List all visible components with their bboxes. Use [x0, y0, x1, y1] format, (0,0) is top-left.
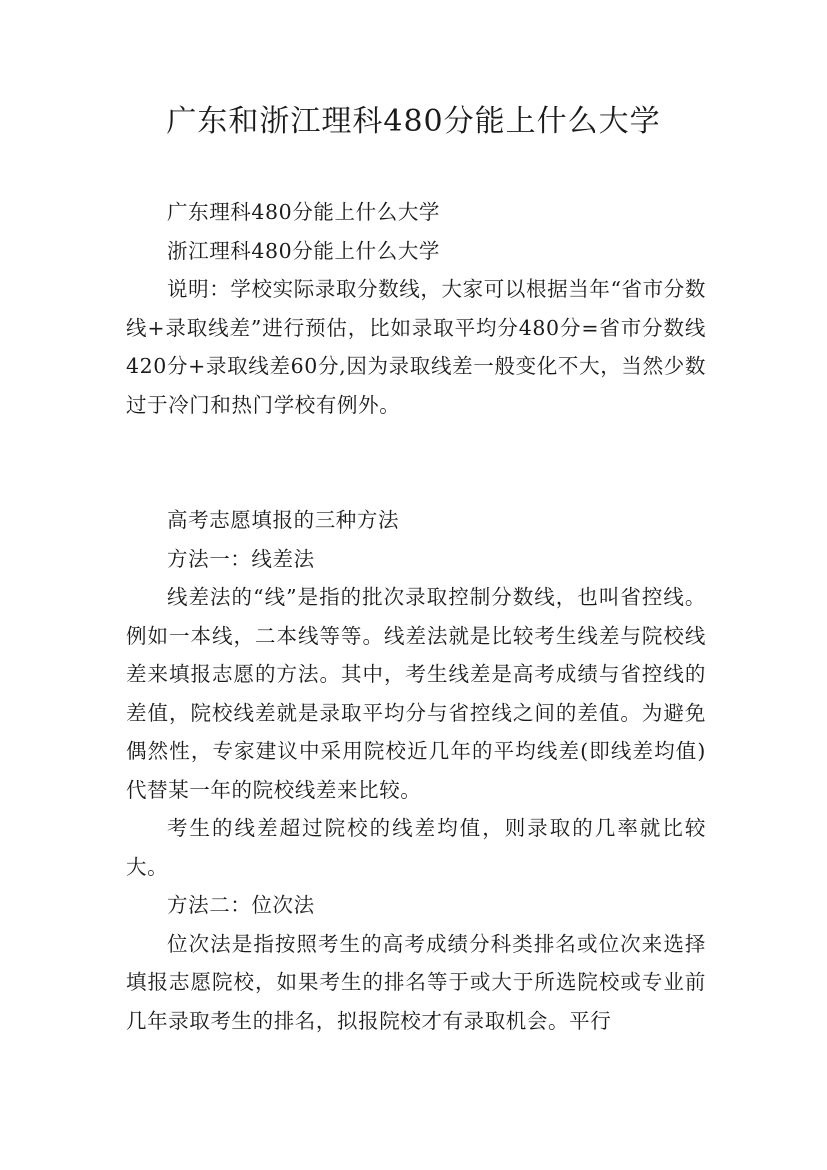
method1-paragraph-2: 考生的线差超过院校的线差均值，则录取的几率就比较大。 — [126, 816, 706, 879]
method1-title: 方法一：线差法 — [167, 546, 315, 571]
method2-paragraph-1: 位次法是指按照考生的高考成绩分科类排名或位次来选择填报志愿院校，如果考生的排名等于或大于所选院校或专业前几年录取考生的排名，拟报院校才有录取机会。平行 — [126, 931, 706, 1033]
method2-title: 方法二：位次法 — [167, 893, 315, 917]
methods-section — [126, 501, 706, 1040]
method1-paragraph-1: 线差法的“线”是指的批次录取控制分数线，也叫省控线。例如一本线，二本线等等。线差法就是比较考生线差与院校线差来填报志愿的方法。其中，考生线差是高考成绩与省控线的差值，院校线差就是录取平均分与省控线之间的差值。为避免偶然性，专家建议中采用院校近几年的平均线差(即线差均值)代替某一年的院校线差来比较。 — [126, 585, 706, 802]
intro-note: 说明：学校实际录取分数线，大家可以根据当年“省市分数线+录取线差”进行预估，比如录取平均分480分=省市分数线420分+录取线差60分,因为录取线差一般变化不大，当然少数过于冷门和热门学校有例外。 — [126, 277, 706, 417]
document-title: 广东和浙江理科480分能上什么大学 — [166, 104, 661, 139]
methods-heading: 高考志愿填报的三种方法 — [167, 508, 400, 532]
intro-line-guangdong: 广东理科480分能上什么大学 — [167, 200, 441, 224]
intro-line-zhejiang: 浙江理科480分能上什么大学 — [167, 238, 441, 263]
intro-section — [126, 193, 706, 424]
